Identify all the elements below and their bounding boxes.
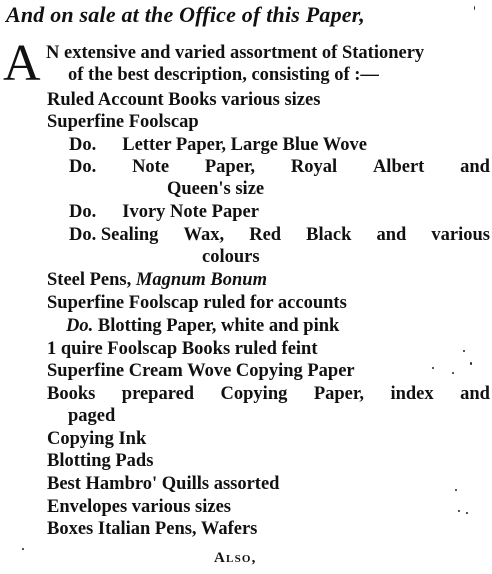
item-blotting-pads: Blotting Pads xyxy=(47,451,154,471)
item-blotting-paper-text: Blotting Paper, white and pink xyxy=(93,316,340,336)
item-blotting-paper xyxy=(66,315,339,337)
item-steel-pens-brand: Magnum Bonum xyxy=(135,270,267,290)
item-ruled-account-books: Ruled Account Books various sizes xyxy=(47,90,321,110)
word: Wax, xyxy=(183,225,225,245)
ink-speck xyxy=(432,367,434,369)
word: Black xyxy=(306,225,352,245)
item-letter-paper-text: Letter Paper, Large Blue Wove xyxy=(122,135,367,155)
ditto-mark: Do. xyxy=(69,157,97,177)
item-superfine-foolscap: Superfine Foolscap xyxy=(47,112,199,132)
word: Royal xyxy=(290,157,338,177)
item-ivory-note-paper-text: Ivory Note Paper xyxy=(122,202,259,222)
ink-speck xyxy=(474,6,475,10)
ink-speck xyxy=(455,489,457,491)
ink-speck xyxy=(466,512,468,514)
word: Note xyxy=(132,157,170,177)
intro-line-1: N extensive and varied assortment of Stationery xyxy=(46,43,425,63)
item-foolscap-ruled: Superfine Foolscap ruled for accounts xyxy=(47,293,347,313)
ink-speck xyxy=(463,350,465,352)
item-steel-pens-text: Steel Pens, xyxy=(47,270,136,290)
item-books-prepared-continued: paged xyxy=(68,406,116,426)
item-ivory-note-paper xyxy=(69,201,259,223)
item-books-prepared xyxy=(47,383,490,405)
item-copying-ink: Copying Ink xyxy=(47,429,147,449)
item-envelopes: Envelopes various sizes xyxy=(47,497,231,517)
ditto-mark: Do. xyxy=(69,135,97,155)
ditto-mark: Do. xyxy=(69,202,97,222)
item-note-paper-continued: Queen's size xyxy=(167,179,265,199)
word: and xyxy=(376,225,407,245)
item-sealing-wax-continued: colours xyxy=(202,247,260,267)
word: Paper, xyxy=(313,384,365,404)
intro-line-2: of the best description, consisting of :— xyxy=(68,65,379,85)
word: Red xyxy=(249,225,282,245)
item-steel-pens xyxy=(47,269,267,291)
ink-speck xyxy=(458,510,460,512)
ink-speck xyxy=(22,548,24,550)
item-note-paper xyxy=(69,156,490,178)
word: prepared xyxy=(121,384,195,404)
item-letter-paper xyxy=(69,134,367,156)
ditto-mark: Do. xyxy=(66,316,94,336)
item-sealing-wax xyxy=(69,224,490,246)
word: Copying xyxy=(220,384,288,404)
word: Albert xyxy=(372,157,425,177)
also-subheading: Also, xyxy=(214,550,257,566)
word: Books xyxy=(47,384,96,404)
word: various xyxy=(431,225,490,245)
word: and xyxy=(460,157,490,177)
advertisement-heading: And on sale at the Office of this Paper, xyxy=(6,2,365,27)
item-italian-pens: Boxes Italian Pens, Wafers xyxy=(47,519,258,539)
drop-cap-letter: A xyxy=(3,35,41,92)
word: index xyxy=(390,384,434,404)
item-copying-paper: Superfine Cream Wove Copying Paper xyxy=(47,361,355,381)
item-hambro-quills: Best Hambro' Quills assorted xyxy=(47,474,280,494)
ink-speck xyxy=(470,362,472,365)
word: Paper, xyxy=(204,157,256,177)
item-quire-foolscap: 1 quire Foolscap Books ruled feint xyxy=(47,339,318,359)
ink-speck xyxy=(452,372,454,374)
word: Do. Sealing xyxy=(69,225,159,245)
word: and xyxy=(460,384,490,404)
